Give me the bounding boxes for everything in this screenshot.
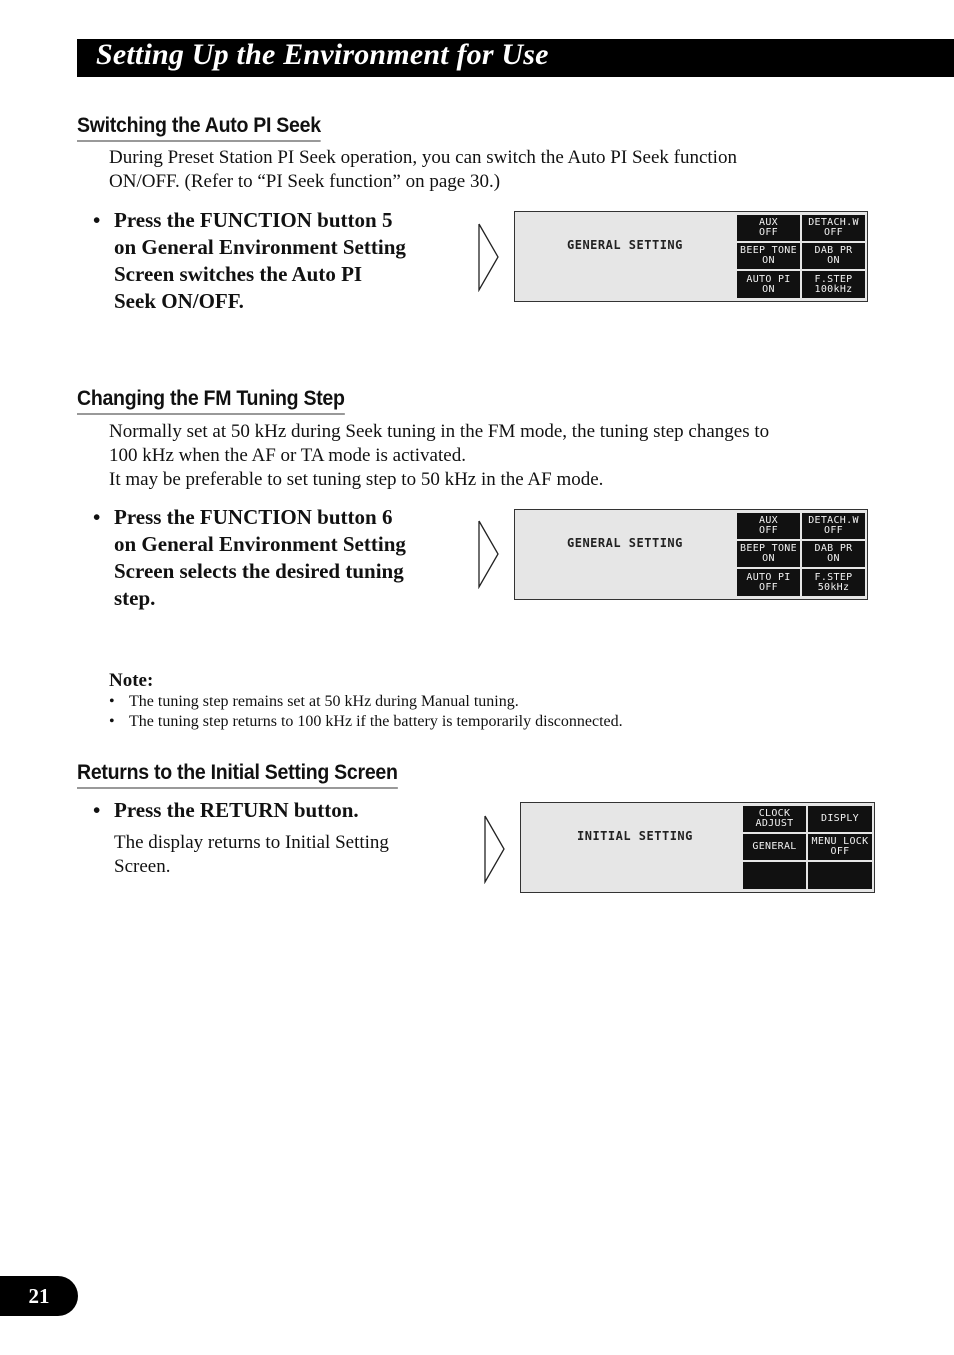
section-paragraph: ON/OFF. (Refer to “PI Seek function” on page 30.) [109,171,501,192]
bullet-dot-icon: • [109,713,115,730]
bullet-line: Seek ON/OFF. [114,289,244,313]
lcd-button-blank [808,862,872,889]
section-heading-fm-tuning-step: Changing the FM Tuning Step [77,386,345,415]
lcd-button-detach-w: DETACH.W OFF [802,513,865,539]
lcd-button-dab-pr: DAB PR ON [802,243,865,269]
bullet-line: Press the RETURN button. [114,798,359,822]
instruction-bullet [93,797,438,827]
note-item [109,692,519,712]
lcd-button-f-step: F.STEP 100kHz [802,271,865,298]
result-line: Screen. [114,856,171,877]
chevron-right-icon [483,814,507,884]
instruction-result-text [114,831,434,879]
header-banner [77,39,954,77]
lcd-button-auto-pi: AUTO PI OFF [737,569,800,596]
lcd-button-clock-adjust: CLOCK ADJUST [743,806,806,832]
instruction-bullet [93,504,438,616]
lcd-title: INITIAL SETTING [577,829,693,843]
lcd-title: GENERAL SETTING [567,238,683,252]
bullet-line: on General Environment Setting [114,532,406,556]
chevron-right-icon [477,519,501,589]
bullet-line: Press the FUNCTION button 6 [114,505,393,529]
section-heading-initial-setting: Returns to the Initial Setting Screen [77,760,398,789]
lcd-title: GENERAL SETTING [567,536,683,550]
bullet-text [114,207,444,315]
bullet-dot-icon: • [109,693,115,710]
result-line: The display returns to Initial Setting [114,832,389,853]
chevron-right-icon [477,222,501,292]
lcd-button-auto-pi: AUTO PI ON [737,271,800,298]
section-paragraph: During Preset Station PI Seek operation, you can switch the Auto PI Seek function [109,147,737,168]
bullet-dot-icon: • [93,208,101,232]
bullet-dot-icon: • [93,505,101,529]
page-title: Setting Up the Environment for Use [96,38,549,71]
section-paragraph: 100 kHz when the AF or TA mode is activated. [109,445,466,466]
bullet-dot-icon: • [93,798,101,822]
lcd-button-aux: AUX OFF [737,215,800,241]
lcd-button-aux: AUX OFF [737,513,800,539]
bullet-line: step. [114,586,156,610]
note-text: The tuning step returns to 100 kHz if the battery is temporarily disconnected. [129,713,623,730]
lcd-display-general-setting [514,211,868,302]
bullet-line: Press the FUNCTION button 5 [114,208,393,232]
section-paragraph: Normally set at 50 kHz during Seek tuning in the FM mode, the tuning step changes to [109,421,770,442]
lcd-button-menu-lock: MENU LOCK OFF [808,834,872,860]
bullet-text [114,504,444,612]
bullet-line: on General Environment Setting [114,235,406,259]
note-text: The tuning step remains set at 50 kHz during Manual tuning. [129,693,519,710]
instruction-bullet [93,207,438,319]
lcd-display-initial-setting [520,802,875,893]
lcd-button-blank [743,862,806,889]
lcd-button-f-step: F.STEP 50kHz [802,569,865,596]
lcd-display-general-setting [514,509,868,600]
lcd-button-detach-w: DETACH.W OFF [802,215,865,241]
lcd-button-general: GENERAL [743,834,806,860]
page-number: 21 [0,1276,78,1316]
lcd-button-beep-tone: BEEP TONE ON [737,243,800,269]
bullet-line: Screen selects the desired tuning [114,559,404,583]
lcd-button-display: DISPLY [808,806,872,832]
lcd-button-dab-pr: DAB PR ON [802,541,865,567]
lcd-button-beep-tone: BEEP TONE ON [737,541,800,567]
section-heading-auto-pi-seek: Switching the Auto PI Seek [77,113,321,142]
section-paragraph: It may be preferable to set tuning step to 50 kHz in the AF mode. [109,469,604,490]
bullet-line: Screen switches the Auto PI [114,262,363,286]
bullet-text [114,797,444,824]
note-label: Note: [109,670,154,691]
note-item [109,712,623,732]
